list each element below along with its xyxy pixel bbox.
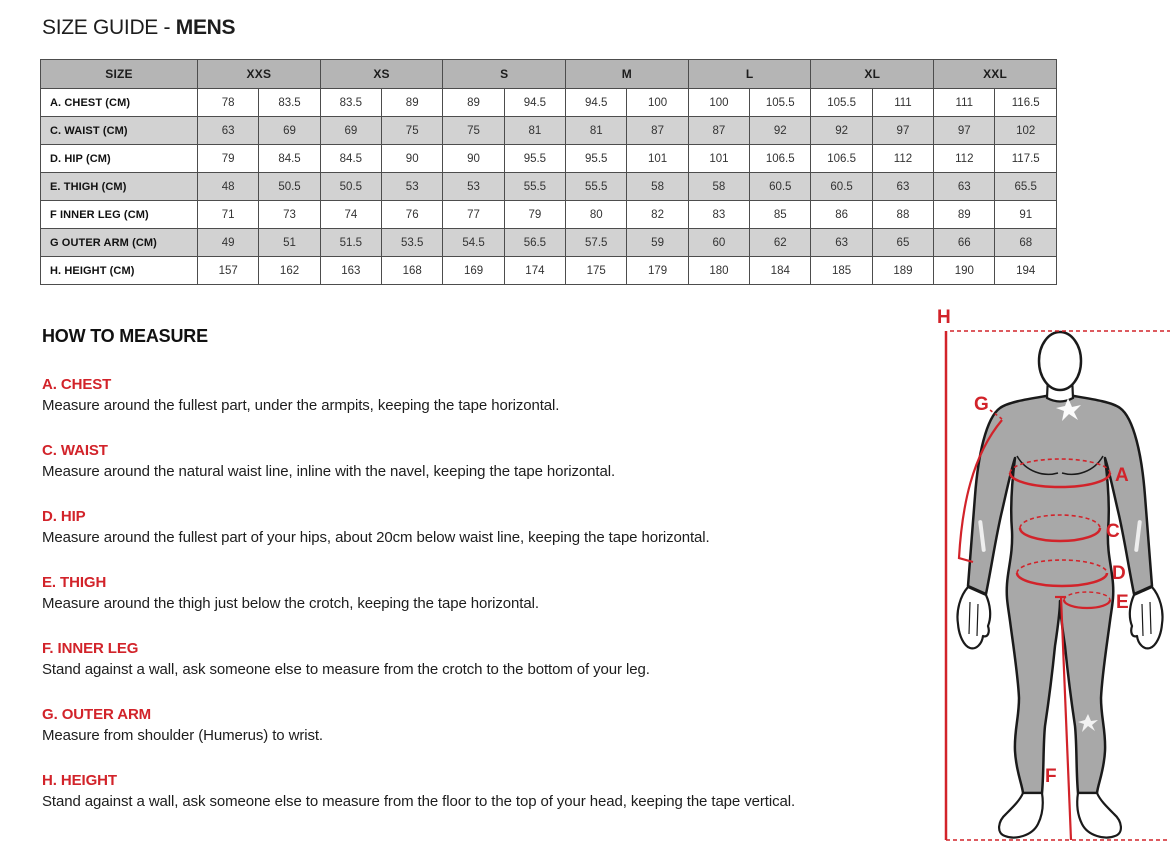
measurement-cell: 94.5 <box>504 89 565 117</box>
table-row <box>41 201 1057 229</box>
measure-section-text: Measure around the fullest part of your hips, about 20cm below waist line, keeping the tape horizontal. <box>42 529 710 546</box>
measurement-figure <box>920 306 1170 850</box>
measurement-cell: 79 <box>504 201 565 229</box>
measurement-cell: 106.5 <box>811 145 872 173</box>
measurement-cell: 63 <box>872 173 933 201</box>
measurement-cell: 82 <box>627 201 688 229</box>
measurement-cell: 63 <box>934 173 995 201</box>
row-label: D. HIP (CM) <box>41 145 198 173</box>
table-row <box>41 229 1057 257</box>
measurement-cell: 56.5 <box>504 229 565 257</box>
measurement-cell: 163 <box>320 257 381 285</box>
measure-section <box>42 507 902 548</box>
label-outer-arm: G <box>974 394 989 415</box>
measurement-cell: 101 <box>688 145 749 173</box>
size-header-xxs: XXS <box>198 60 321 89</box>
measurement-cell: 87 <box>627 117 688 145</box>
measurement-cell: 105.5 <box>750 89 811 117</box>
measurement-cell: 190 <box>934 257 995 285</box>
measurement-cell: 53 <box>443 173 504 201</box>
measure-section-heading: H. HEIGHT <box>42 772 117 789</box>
measurement-cell: 78 <box>198 89 259 117</box>
measurement-cell: 74 <box>320 201 381 229</box>
measurement-cell: 174 <box>504 257 565 285</box>
measurement-cell: 179 <box>627 257 688 285</box>
measurement-cell: 92 <box>750 117 811 145</box>
measurement-cell: 91 <box>995 201 1057 229</box>
measurement-cell: 68 <box>995 229 1057 257</box>
measurement-cell: 51.5 <box>320 229 381 257</box>
size-header-m: M <box>566 60 689 89</box>
measurement-cell: 65.5 <box>995 173 1057 201</box>
page-title-prefix: SIZE GUIDE - <box>42 16 176 39</box>
measurement-cell: 63 <box>811 229 872 257</box>
table-row <box>41 173 1057 201</box>
measurement-cell: 106.5 <box>750 145 811 173</box>
left-hand <box>957 587 990 648</box>
measurement-cell: 162 <box>259 257 320 285</box>
measurement-cell: 53 <box>382 173 443 201</box>
measure-section-heading: E. THIGH <box>42 574 107 591</box>
row-label: C. WAIST (CM) <box>41 117 198 145</box>
table-row <box>41 117 1057 145</box>
measure-section <box>42 705 902 746</box>
measurement-cell: 84.5 <box>320 145 381 173</box>
row-label: E. THIGH (CM) <box>41 173 198 201</box>
measurement-cell: 175 <box>566 257 627 285</box>
measure-section-text: Measure around the thigh just below the crotch, keeping the tape horizontal. <box>42 595 539 612</box>
measurement-cell: 58 <box>688 173 749 201</box>
measurement-cell: 97 <box>934 117 995 145</box>
measure-section <box>42 639 902 680</box>
measurement-cell: 90 <box>382 145 443 173</box>
measure-section-heading: G. OUTER ARM <box>42 706 152 723</box>
measure-section-text: Stand against a wall, ask someone else to measure from the crotch to the bottom of your leg. <box>42 661 650 678</box>
measurement-cell: 92 <box>811 117 872 145</box>
measurement-cell: 53.5 <box>382 229 443 257</box>
measurement-cell: 73 <box>259 201 320 229</box>
measure-section-text: Stand against a wall, ask someone else to measure from the floor to the top of your head, keeping the tape vertical. <box>42 793 796 810</box>
how-to-measure-heading: HOW TO MEASURE <box>42 326 208 346</box>
measurement-cell: 54.5 <box>443 229 504 257</box>
measurement-cell: 81 <box>504 117 565 145</box>
measurement-cell: 112 <box>872 145 933 173</box>
measure-section-text: Measure around the fullest part, under the armpits, keeping the tape horizontal. <box>42 397 560 414</box>
head <box>1039 332 1081 390</box>
measurement-cell: 102 <box>995 117 1057 145</box>
measurement-cell: 77 <box>443 201 504 229</box>
size-header-l: L <box>688 60 811 89</box>
label-hip: D <box>1112 563 1126 584</box>
label-height: H <box>937 307 951 328</box>
measurement-cell: 60.5 <box>750 173 811 201</box>
measurement-cell: 105.5 <box>811 89 872 117</box>
measurement-cell: 83.5 <box>259 89 320 117</box>
measurement-cell: 101 <box>627 145 688 173</box>
measurement-cell: 95.5 <box>566 145 627 173</box>
row-label: G OUTER ARM (CM) <box>41 229 198 257</box>
size-table-body <box>41 89 1057 285</box>
measurement-cell: 50.5 <box>259 173 320 201</box>
measurement-cell: 48 <box>198 173 259 201</box>
page-title-gender: MENS <box>175 16 236 39</box>
measurement-cell: 86 <box>811 201 872 229</box>
measurement-cell: 80 <box>566 201 627 229</box>
measurement-cell: 59 <box>627 229 688 257</box>
measurement-cell: 116.5 <box>995 89 1057 117</box>
measurement-cell: 57.5 <box>566 229 627 257</box>
size-header-xs: XS <box>320 60 443 89</box>
label-chest: A <box>1115 465 1129 486</box>
measurement-cell: 51 <box>259 229 320 257</box>
measurement-cell: 194 <box>995 257 1057 285</box>
measurement-cell: 83.5 <box>320 89 381 117</box>
measurement-cell: 55.5 <box>504 173 565 201</box>
measurement-cell: 94.5 <box>566 89 627 117</box>
measurement-cell: 85 <box>750 201 811 229</box>
measurement-cell: 81 <box>566 117 627 145</box>
measurement-cell: 185 <box>811 257 872 285</box>
measurement-cell: 83 <box>688 201 749 229</box>
measurement-cell: 117.5 <box>995 145 1057 173</box>
measurement-cell: 97 <box>872 117 933 145</box>
row-label: H. HEIGHT (CM) <box>41 257 198 285</box>
measurement-cell: 60 <box>688 229 749 257</box>
size-header-s: S <box>443 60 566 89</box>
measurement-cell: 89 <box>382 89 443 117</box>
size-header-xxl: XXL <box>934 60 1057 89</box>
measurement-cell: 58 <box>627 173 688 201</box>
measurement-cell: 169 <box>443 257 504 285</box>
measurement-cell: 62 <box>750 229 811 257</box>
measurement-cell: 69 <box>320 117 381 145</box>
label-inner-leg: F <box>1045 766 1057 787</box>
size-table-header-row <box>41 60 1057 89</box>
measurement-cell: 71 <box>198 201 259 229</box>
measurement-cell: 180 <box>688 257 749 285</box>
size-column-header: SIZE <box>41 60 198 89</box>
measurement-cell: 100 <box>627 89 688 117</box>
size-table <box>40 59 1057 285</box>
measurement-cell: 88 <box>872 201 933 229</box>
measurement-cell: 95.5 <box>504 145 565 173</box>
measurement-cell: 69 <box>259 117 320 145</box>
measurement-cell: 79 <box>198 145 259 173</box>
measurement-cell: 75 <box>382 117 443 145</box>
measure-section-heading: D. HIP <box>42 508 86 525</box>
measure-section-heading: F. INNER LEG <box>42 640 139 657</box>
page-title <box>42 16 235 40</box>
measure-section-text: Measure around the natural waist line, inline with the navel, keeping the tape horizontal. <box>42 463 616 480</box>
measurement-cell: 66 <box>934 229 995 257</box>
measurement-cell: 90 <box>443 145 504 173</box>
row-label: F INNER LEG (CM) <box>41 201 198 229</box>
measurement-cell: 111 <box>934 89 995 117</box>
right-hand <box>1130 587 1163 648</box>
measure-section <box>42 573 902 614</box>
right-foot <box>1077 793 1121 838</box>
measure-section <box>42 375 902 416</box>
measurement-cell: 89 <box>443 89 504 117</box>
measurement-cell: 65 <box>872 229 933 257</box>
measure-section <box>42 771 902 812</box>
measurement-cell: 84.5 <box>259 145 320 173</box>
body-diagram <box>920 306 1170 850</box>
measurement-cell: 100 <box>688 89 749 117</box>
measure-sections <box>42 375 902 812</box>
label-thigh: E <box>1116 592 1129 613</box>
measurement-cell: 60.5 <box>811 173 872 201</box>
measurement-cell: 50.5 <box>320 173 381 201</box>
measure-section <box>42 441 902 482</box>
label-waist: C <box>1106 521 1120 542</box>
measurement-cell: 89 <box>934 201 995 229</box>
measurement-cell: 189 <box>872 257 933 285</box>
measure-section-heading: C. WAIST <box>42 442 108 459</box>
measurement-cell: 184 <box>750 257 811 285</box>
measurement-cell: 157 <box>198 257 259 285</box>
measurement-cell: 76 <box>382 201 443 229</box>
measurement-cell: 168 <box>382 257 443 285</box>
table-row <box>41 257 1057 285</box>
measurement-cell: 112 <box>934 145 995 173</box>
measurement-cell: 49 <box>198 229 259 257</box>
measurement-cell: 111 <box>872 89 933 117</box>
measurement-cell: 55.5 <box>566 173 627 201</box>
measure-section-heading: A. CHEST <box>42 376 112 393</box>
table-row <box>41 89 1057 117</box>
measurement-cell: 75 <box>443 117 504 145</box>
left-foot <box>999 793 1043 838</box>
row-label: A. CHEST (CM) <box>41 89 198 117</box>
size-header-xl: XL <box>811 60 934 89</box>
measure-section-text: Measure from shoulder (Humerus) to wrist. <box>42 727 323 744</box>
table-row <box>41 145 1057 173</box>
how-to-measure-section <box>42 326 902 837</box>
measurement-cell: 63 <box>198 117 259 145</box>
measurement-cell: 87 <box>688 117 749 145</box>
